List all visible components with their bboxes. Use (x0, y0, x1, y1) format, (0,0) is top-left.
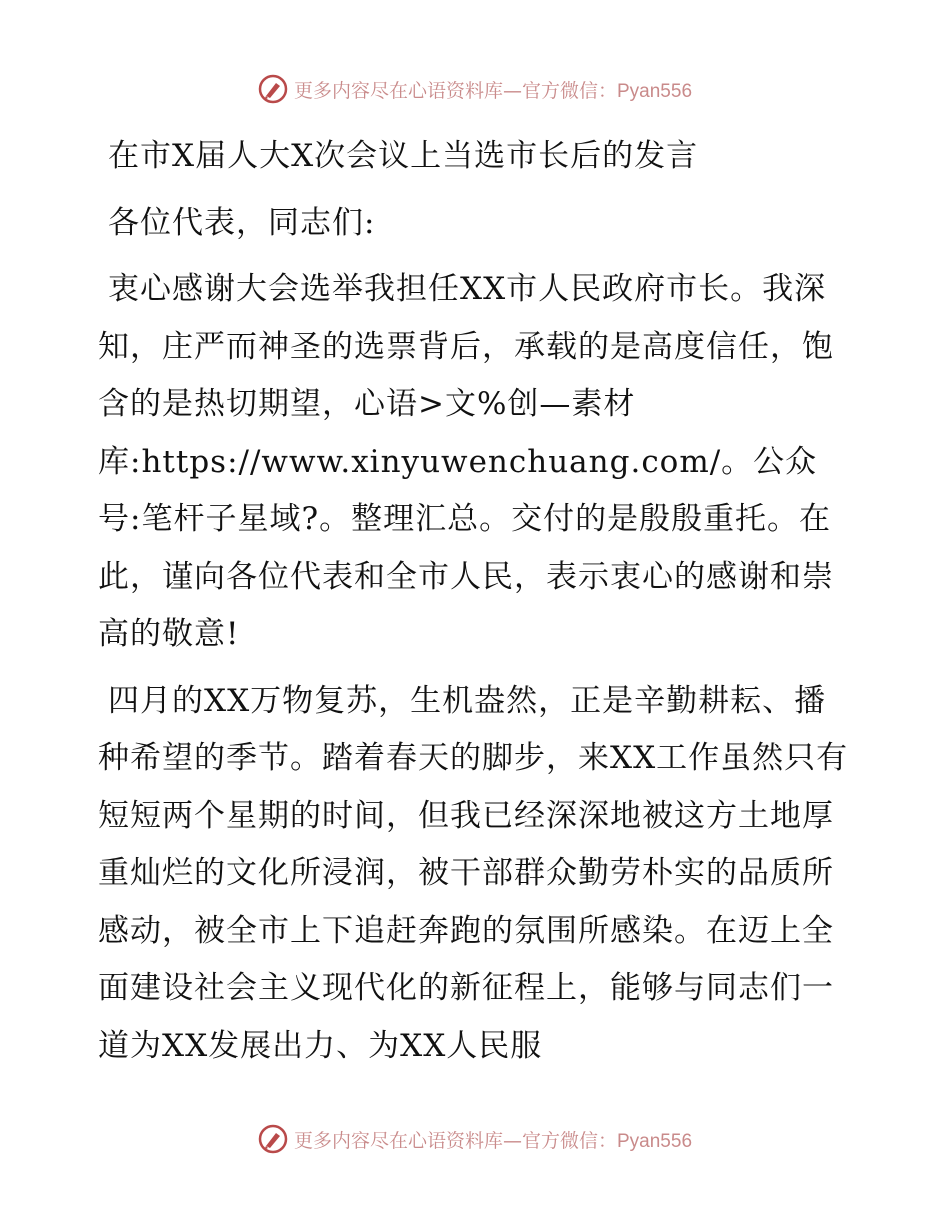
watermark-text: 更多内容尽在心语资料库—官方微信：Pyan556 (293, 79, 693, 102)
paragraph: 四月的XX万物复苏，生机盎然，正是辛勤耕耘、播种希望的季节。踏着春天的脚步，来XX工作虽然只有短短两个星期的时间，但我已经深深地被这方土地厚重灿烂的文化所浸润，被干部群众勤劳朴实的品质所感动，被全市上下追赶奔跑的氛围所感染。在迈上全面建设社会主义现代化的新征程上，能够与同志们一道为XX发展出力、为XX人民服 (98, 682, 849, 1064)
watermark-header (0, 74, 950, 104)
paragraph: 衷心感谢大会选举我担任XX市人民政府市长。我深知，庄严而神圣的选票背后，承载的是高度信任，饱含的是热切期望，心语>文%创—素材库:https://www.xinyuwenchuang.com/。公众号:笔杆子星域?。整理汇总。交付的是殷殷重托。在此，谨向各位代表和全市人民，表示衷心的感谢和崇高的敬意! (98, 271, 834, 652)
pen-logo-icon (258, 1124, 288, 1154)
pen-logo-icon (258, 74, 288, 104)
watermark-footer (0, 1124, 950, 1154)
document-body (98, 128, 858, 1084)
document-title: 在市X届人大X次会议上当选市长后的发言 (108, 138, 699, 174)
greeting: 各位代表，同志们: (108, 204, 376, 241)
watermark-text: 更多内容尽在心语资料库—官方微信：Pyan556 (293, 1129, 693, 1152)
